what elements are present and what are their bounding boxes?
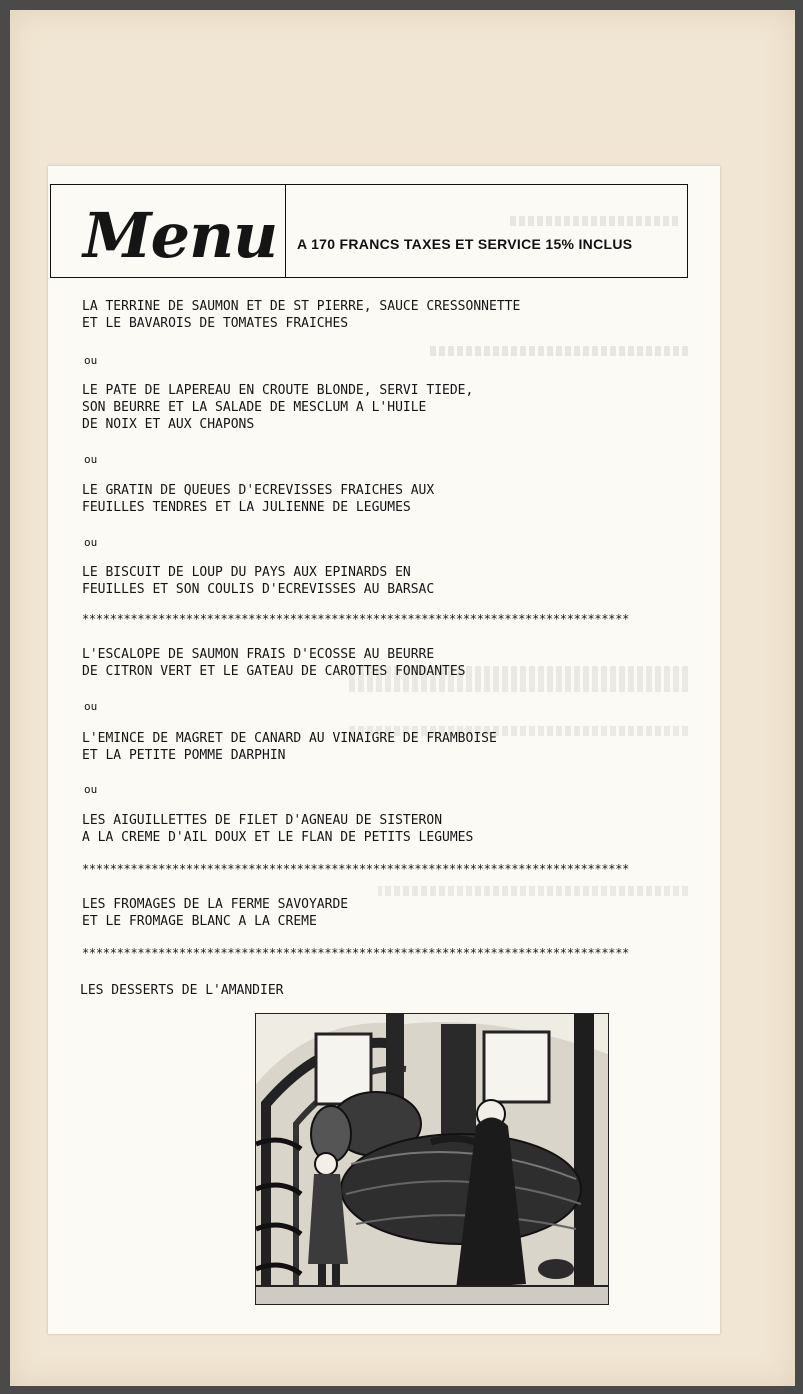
dish-starter-3: LE GRATIN DE QUEUES D'ECREVISSES FRAICHES AUX FEUILLES TENDRES ET LA JULIENNE DE LEGUMES: [82, 483, 435, 515]
price-line: A 170 FRANCS TAXES ET SERVICE 15% INCLUS: [297, 236, 633, 252]
engraving-cellar-scene-icon: [255, 1013, 609, 1305]
star-divider: *******************************************************************************: [82, 946, 630, 960]
mounting-board: [10, 10, 795, 1386]
dish-main-1: L'ESCALOPE DE SAUMON FRAIS D'ECOSSE AU BEURRE DE CITRON VERT ET LE GATEAU DE CAROTTES FONDANTES: [82, 647, 466, 679]
separator-ou: ou: [84, 453, 98, 466]
star-divider: *******************************************************************************: [82, 612, 630, 626]
menu-page: [48, 166, 720, 1334]
separator-ou: ou: [84, 354, 98, 367]
separator-ou: ou: [84, 536, 98, 549]
dish-starter-4: LE BISCUIT DE LOUP DU PAYS AUX EPINARDS EN FEUILLES ET SON COULIS D'ECREVISSES AU BARSAC: [82, 565, 435, 597]
dish-starter-1: LA TERRINE DE SAUMON ET DE ST PIERRE, SAUCE CRESSONNETTE ET LE BAVAROIS DE TOMATES FRAICHES: [82, 299, 521, 331]
dish-main-3: LES AIGUILLETTES DE FILET D'AGNEAU DE SISTERON A LA CREME D'AIL DOUX ET LE FLAN DE PETITS LEGUMES: [82, 813, 474, 845]
separator-ou: ou: [84, 783, 98, 796]
menu-title: Menu: [83, 199, 278, 272]
menu-header: [50, 184, 688, 278]
dish-main-2: L'EMINCE DE MAGRET DE CANARD AU VINAIGRE DE FRAMBOISE ET LA PETITE POMME DARPHIN: [82, 731, 497, 763]
star-divider: *******************************************************************************: [82, 862, 630, 876]
separator-ou: ou: [84, 700, 98, 713]
dish-cheese: LES FROMAGES DE LA FERME SAVOYARDE ET LE FROMAGE BLANC A LA CREME: [82, 897, 349, 929]
header-divider: [285, 185, 286, 277]
dish-dessert: LES DESSERTS DE L'AMANDIER: [80, 983, 284, 998]
dish-starter-2: LE PATE DE LAPEREAU EN CROUTE BLONDE, SERVI TIEDE, SON BEURRE ET LA SALADE DE MESCLUM A L'HUILE DE NOIX ET AUX CHAPONS: [82, 383, 474, 432]
